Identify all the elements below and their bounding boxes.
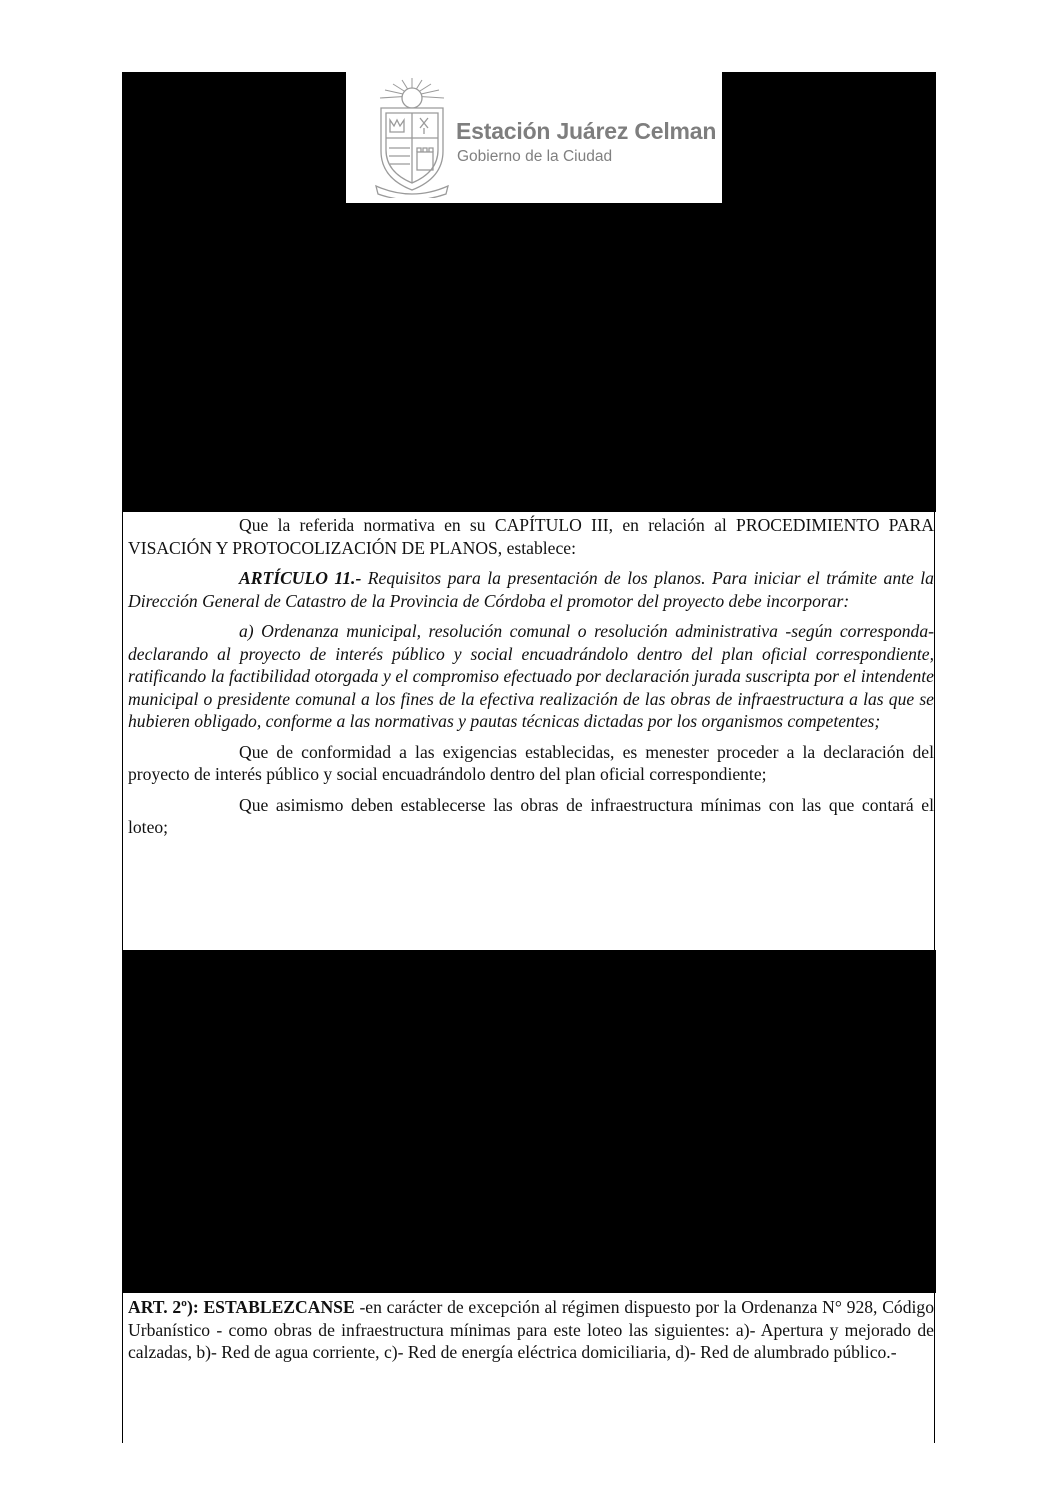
redaction-block: [722, 72, 936, 512]
article-2: [128, 1296, 934, 1364]
quoted-article-11: [128, 567, 934, 612]
redaction-block: [346, 203, 722, 512]
article-2-label: ART. 2º): ESTABLEZCANSE: [128, 1297, 355, 1317]
redaction-block: [122, 950, 936, 1293]
org-name: Estación Juárez Celman: [456, 118, 717, 144]
article-text: Requisitos para la presentación de los planos. Para iniciar el trámite ante la Dirección General de Catastro de la Provincia de Córdoba el promotor del proyecto debe incorporar:: [128, 568, 934, 611]
quoted-article-11-item-a: a) Ordenanza municipal, resolución comunal o resolución administrativa -según corresponda- declarando al proyecto de interés público y social encuadrándolo dentro del plan oficial correspondiente, ratificando la factibilidad otorgada y el compromiso efectuado por declaración jurada suscripta por el intendente municipal o presidente comunal a los fines de la efectiva realización de las obras de infraestructura a las que se hubieren obligado, conforme a las normativas y pautas técnicas dictadas por los organismos competentes;: [128, 621, 934, 731]
paragraph: Que la referida normativa en su CAPÍTULO III, en relación al PROCEDIMIENTO PARA VISACIÓN Y PROTOCOLIZACIÓN DE PLANOS, establece:: [128, 515, 934, 558]
municipal-logo: [346, 72, 722, 203]
article-heading: ARTÍCULO 11.-: [239, 568, 362, 588]
coat-of-arms-icon: [372, 76, 452, 198]
redaction-block: [122, 72, 346, 512]
paragraph: Que de conformidad a las exigencias establecidas, es menester proceder a la declaración del proyecto de interés público y social encuadrándolo dentro del plan oficial correspondiente;: [128, 741, 934, 784]
article-2-section: [128, 1296, 934, 1364]
article-2-text: -en carácter de excepción al régimen dispuesto por la Ordenanza N° 928, Código Urbanístico - como obras de infraestructura mínimas para este loteo las siguientes: a)- Apertura y mejorado de calzadas, b)- Red de agua corriente, c)- Red de energía eléctrica domiciliaria, d)- Red de alumbrado público.-: [128, 1297, 935, 1362]
org-subtitle: Gobierno de la Ciudad: [457, 148, 613, 165]
considerandos-section: [128, 514, 934, 839]
paragraph: Que asimismo deben establecerse las obras de infraestructura mínimas con las que contará el loteo;: [128, 794, 934, 837]
